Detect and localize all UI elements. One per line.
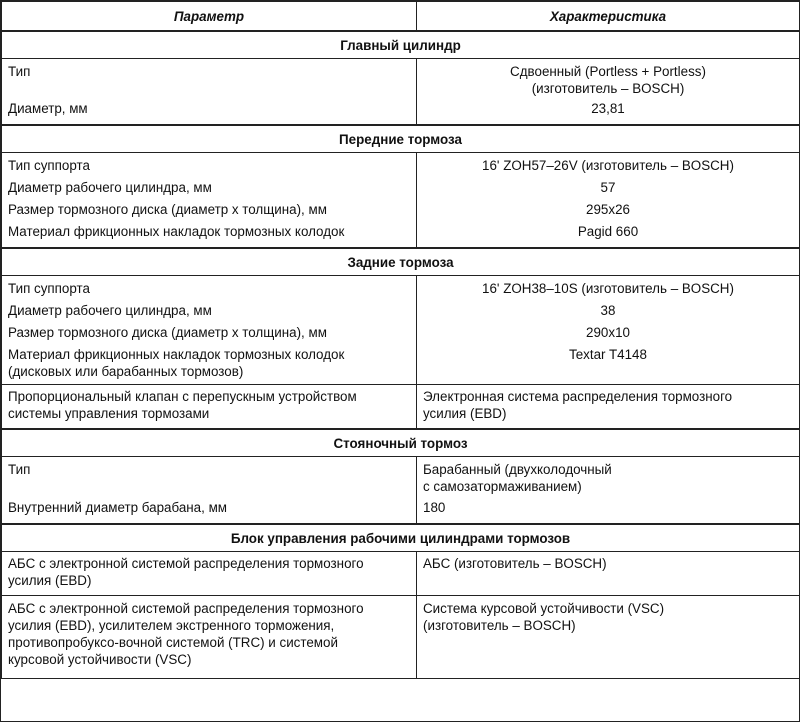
header-param: Параметр bbox=[2, 2, 417, 32]
section-title: Стояночный тормоз bbox=[2, 429, 800, 457]
param-cell: Материал фрикционных накладок тормозных колодок (дисковых или барабанных тормозов) bbox=[2, 346, 417, 385]
param-cell: Тип суппорта bbox=[2, 153, 417, 180]
value-cell: 180 bbox=[417, 499, 800, 524]
value-cell: 38 bbox=[417, 302, 800, 324]
table-row bbox=[2, 302, 800, 324]
table-row bbox=[2, 201, 800, 223]
brake-spec-table bbox=[1, 1, 800, 679]
section-parking-brake bbox=[2, 429, 800, 457]
table-row bbox=[2, 97, 800, 125]
param-cell: Тип bbox=[2, 457, 417, 500]
value-cell: 16' ZOH38–10S (изготовитель – BOSCH) bbox=[417, 276, 800, 303]
param-cell: АБС с электронной системой распределения тормозного усилия (EBD), усилителем экстренного торможения, противопробуксо-вочной системой (TRC) и системой курсовой устойчивости (VSC) bbox=[2, 596, 417, 679]
value-cell: Сдвоенный (Portless + Portless) (изготовитель – BOSCH) bbox=[417, 59, 800, 98]
table-row bbox=[2, 346, 800, 385]
param-cell: Материал фрикционных накладок тормозных колодок bbox=[2, 223, 417, 248]
table-row bbox=[2, 276, 800, 303]
value-cell: Электронная система распределения тормозного усилия (EBD) bbox=[417, 385, 800, 430]
section-title: Задние тормоза bbox=[2, 248, 800, 276]
table-row bbox=[2, 153, 800, 180]
table-row bbox=[2, 596, 800, 679]
section-control-unit bbox=[2, 524, 800, 552]
table-header-row bbox=[2, 2, 800, 32]
value-cell: Барабанный (двухколодочный с самозатормаживанием) bbox=[417, 457, 800, 500]
param-cell: Размер тормозного диска (диаметр х толщина), мм bbox=[2, 324, 417, 346]
table-row bbox=[2, 223, 800, 248]
param-cell: Диаметр, мм bbox=[2, 97, 417, 125]
param-cell: Размер тормозного диска (диаметр х толщина), мм bbox=[2, 201, 417, 223]
section-title: Передние тормоза bbox=[2, 125, 800, 153]
table-row bbox=[2, 324, 800, 346]
param-cell: Внутренний диаметр барабана, мм bbox=[2, 499, 417, 524]
section-rear-brakes bbox=[2, 248, 800, 276]
value-cell: Система курсовой устойчивости (VSC) (изготовитель – BOSCH) bbox=[417, 596, 800, 679]
table-row bbox=[2, 59, 800, 98]
param-cell: Пропорциональный клапан с перепускным устройством системы управления тормозами bbox=[2, 385, 417, 430]
table-row bbox=[2, 499, 800, 524]
value-cell: Textar T4148 bbox=[417, 346, 800, 385]
param-cell: Диаметр рабочего цилиндра, мм bbox=[2, 179, 417, 201]
value-cell: 23,81 bbox=[417, 97, 800, 125]
param-cell: Диаметр рабочего цилиндра, мм bbox=[2, 302, 417, 324]
table-row bbox=[2, 385, 800, 430]
header-value: Характеристика bbox=[417, 2, 800, 32]
value-cell: 290x10 bbox=[417, 324, 800, 346]
param-cell: АБС с электронной системой распределения тормозного усилия (EBD) bbox=[2, 552, 417, 596]
param-cell: Тип bbox=[2, 59, 417, 98]
section-front-brakes bbox=[2, 125, 800, 153]
param-cell: Тип суппорта bbox=[2, 276, 417, 303]
value-cell: АБС (изготовитель – BOSCH) bbox=[417, 552, 800, 596]
section-master-cylinder bbox=[2, 31, 800, 59]
table-row bbox=[2, 457, 800, 500]
section-title: Главный цилиндр bbox=[2, 31, 800, 59]
value-cell: 16' ZOH57–26V (изготовитель – BOSCH) bbox=[417, 153, 800, 180]
table-row bbox=[2, 552, 800, 596]
table-row bbox=[2, 179, 800, 201]
section-title: Блок управления рабочими цилиндрами тормозов bbox=[2, 524, 800, 552]
value-cell: Pagid 660 bbox=[417, 223, 800, 248]
value-cell: 295x26 bbox=[417, 201, 800, 223]
value-cell: 57 bbox=[417, 179, 800, 201]
